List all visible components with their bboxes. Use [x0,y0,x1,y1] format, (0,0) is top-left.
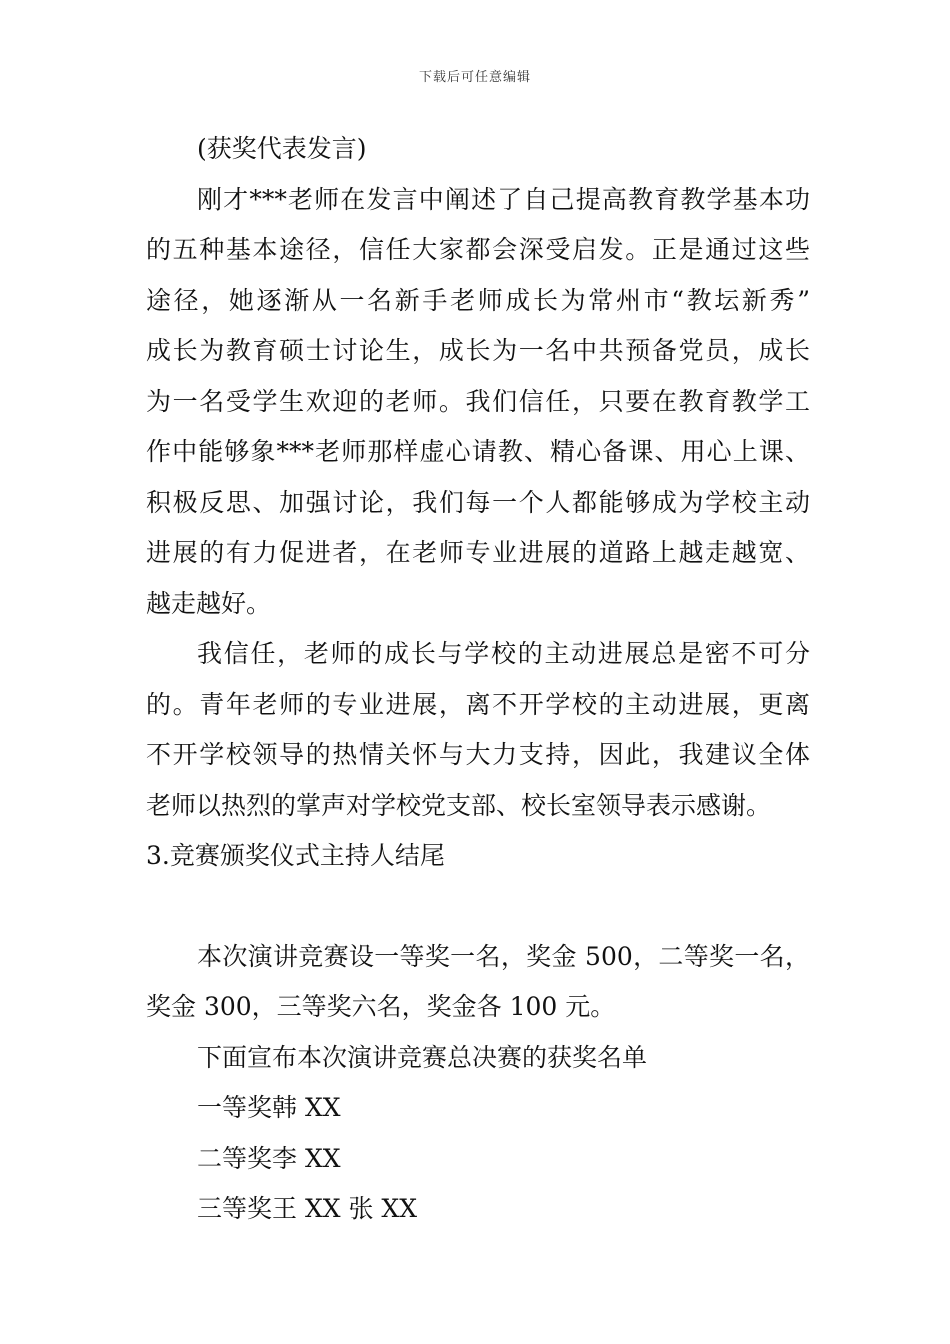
paragraph-line: 越走越好。 [146,588,272,618]
paragraph-line: 为一名受学生欢迎的老师。我们信任，只要在教育教学工 [146,386,810,416]
paragraph-line: 我信任，老师的成长与学校的主动进展总是密不可分 [197,639,810,668]
third-prize-line: 三等奖王 XX 张 XX [197,1194,418,1223]
second-prize-line: 二等奖李 XX [197,1143,341,1173]
paragraph-line: 刚才***老师在发言中阐述了自己提高教育教学基本功 [197,184,810,214]
paragraph-line: 作中能够象***老师那样虚心请教、精心备课、用心上课、 [146,437,810,466]
page-header: 下载后可任意编辑 [418,70,531,85]
paragraph-line: 奖金 300，三等奖六名，奖金各 100 元。 [146,992,616,1021]
first-prize-line: 一等奖韩 XX [197,1093,341,1122]
paragraph-line: 老师以热烈的掌声对学校党支部、校长室领导表示感谢。 [146,790,772,820]
blank-gap [146,882,810,932]
paragraph-line: 本次演讲竞赛设一等奖一名，奖金 500，二等奖一名， [197,941,810,971]
paragraph-line: 不开学校领导的热情关怀与大力支持，因此，我建议全体 [146,740,810,769]
section-heading: 3.竞赛颁奖仪式主持人结尾 [146,841,445,870]
paragraph-line: 途径，她逐渐从一名新手老师成长为常州市“教坛新秀” [146,285,810,315]
document-body [146,124,810,1235]
paragraph-line: 成长为教育硕士讨论生，成长为一名中共预备党员，成长 [146,336,810,365]
paragraph-line: 的五种基本途径，信任大家都会深受启发。正是通过这些 [146,235,810,264]
paragraph-line: 积极反思、加强讨论，我们每一个人都能够成为学校主动 [146,487,810,517]
paragraph-line: 进展的有力促进者，在老师专业进展的道路上越走越宽、 [146,538,810,567]
award-announcement: 下面宣布本次演讲竞赛总决赛的获奖名单 [197,1042,648,1072]
speaker-note: (获奖代表发言) [197,134,367,163]
paragraph-line: 的。青年老师的专业进展，离不开学校的主动进展，更离 [146,689,810,719]
